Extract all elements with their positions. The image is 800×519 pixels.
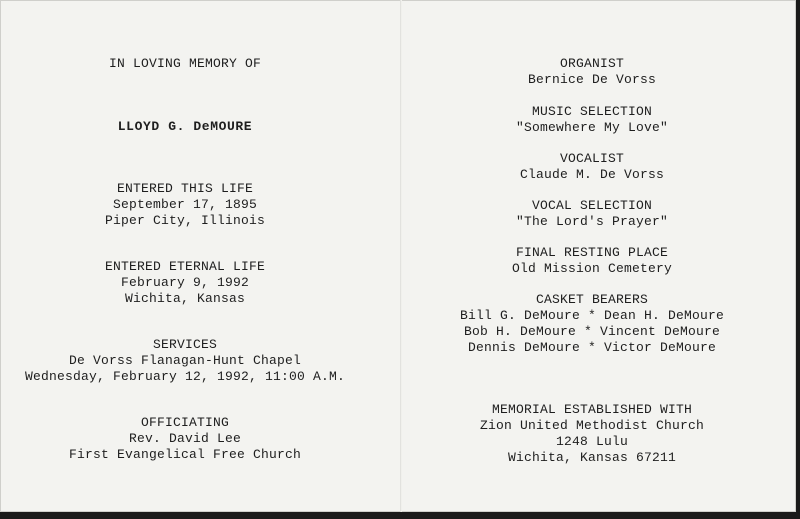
memorial-street: 1248 Lulu: [555, 434, 628, 449]
services-label: SERVICES: [152, 337, 217, 352]
vocalist-name: Claude M. De Vorss: [519, 167, 665, 182]
death-date: February 9, 1992: [120, 275, 250, 290]
deceased-name: LLOYD G. DeMOURE: [117, 119, 253, 134]
birth-date: September 17, 1895: [112, 197, 258, 212]
casket-bearers-line: Bob H. DeMoure * Vincent DeMoure: [463, 324, 721, 339]
officiating-label: OFFICIATING: [140, 415, 229, 430]
music-selection-title: "Somewhere My Love": [515, 120, 669, 135]
vocal-selection-label: VOCAL SELECTION: [531, 198, 653, 213]
resting-place-name: Old Mission Cemetery: [511, 261, 673, 276]
services-datetime: Wednesday, February 12, 1992, 11:00 A.M.: [24, 369, 346, 384]
memorial-city: Wichita, Kansas 67211: [507, 450, 677, 465]
casket-bearers-line: Bill G. DeMoure * Dean H. DeMoure: [459, 308, 725, 323]
death-label: ENTERED ETERNAL LIFE: [104, 259, 266, 274]
music-selection-label: MUSIC SELECTION: [531, 104, 653, 119]
death-place: Wichita, Kansas: [124, 291, 246, 306]
resting-place-label: FINAL RESTING PLACE: [515, 245, 669, 260]
casket-bearers-line: Dennis DeMoure * Victor DeMoure: [467, 340, 717, 355]
services-location: De Vorss Flanagan-Hunt Chapel: [68, 353, 302, 368]
birth-place: Piper City, Illinois: [104, 213, 266, 228]
vocal-selection-title: "The Lord's Prayer": [515, 214, 669, 229]
officiating-name: Rev. David Lee: [128, 431, 242, 446]
casket-bearers-label: CASKET BEARERS: [535, 292, 649, 307]
organist-name: Bernice De Vorss: [527, 72, 657, 87]
officiating-church: First Evangelical Free Church: [68, 447, 302, 462]
organist-label: ORGANIST: [559, 56, 624, 71]
memorial-label: MEMORIAL ESTABLISHED WITH: [491, 402, 693, 417]
birth-label: ENTERED THIS LIFE: [116, 181, 254, 196]
memory-heading: IN LOVING MEMORY OF: [108, 56, 262, 71]
vocalist-label: VOCALIST: [559, 151, 624, 166]
memorial-church: Zion United Methodist Church: [479, 418, 705, 433]
